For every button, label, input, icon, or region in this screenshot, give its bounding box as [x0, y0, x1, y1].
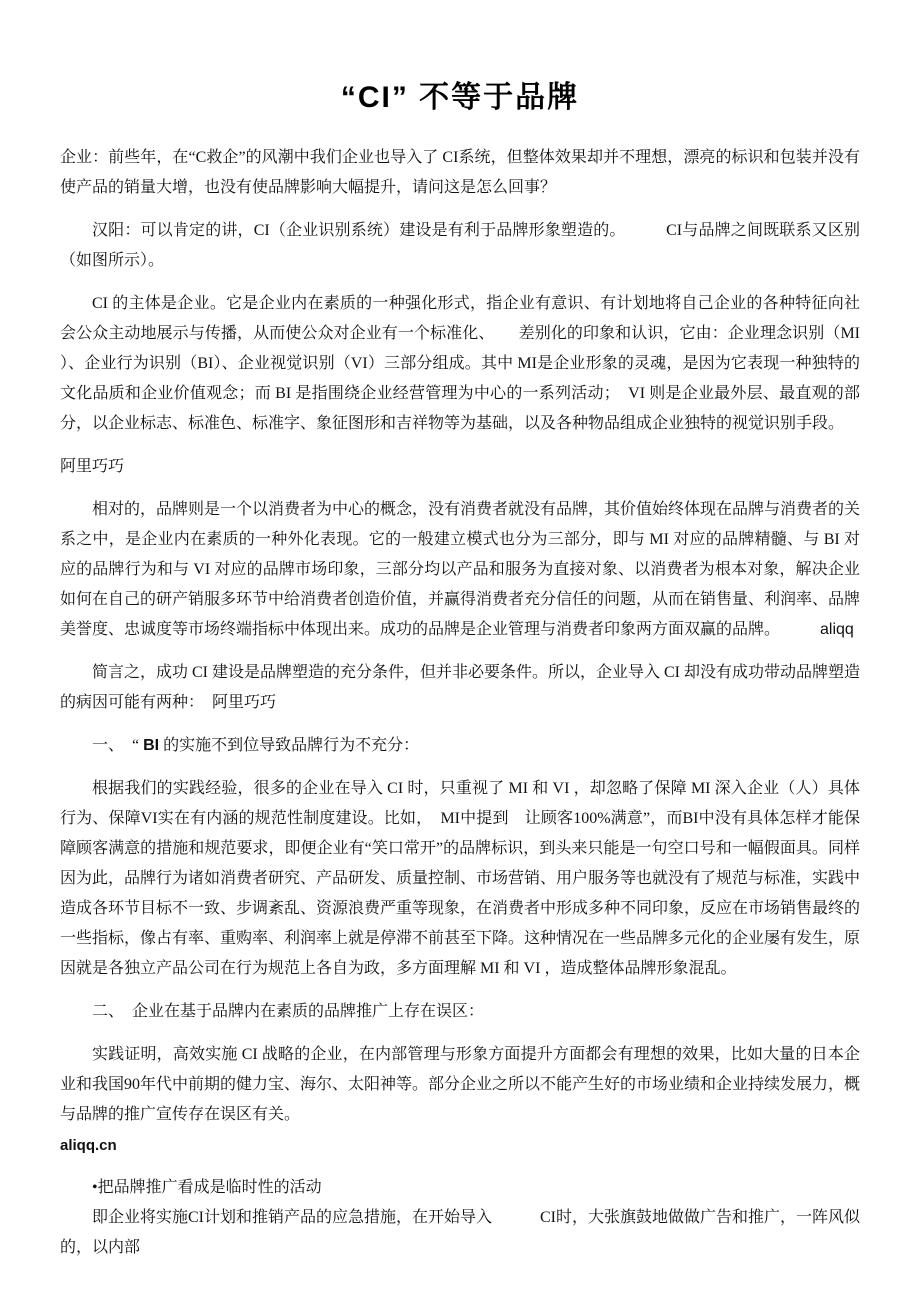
- section-one-heading-suffix: 的实施不到位导致品牌行为不充分：: [159, 737, 420, 754]
- brand-definition-paragraph: [60, 495, 860, 645]
- bullet-explanation-paragraph: 即企业将实施CI计划和推销产品的应急措施，在开始导入 CI时，大张旗鼓地做做广告和推广，一阵风似的，以内部: [60, 1209, 861, 1256]
- ci-definition-paragraph: CI 的主体是企业。它是企业内在素质的一种强化形式，指企业有意识、有计划地将自己企业的各种特征向社会公众主动地展示与传播，从而使公众对企业有一个标准化、 差别化的印象和认识，它由：企业理念识别（MI ）、企业行为识别（BI）、企业视觉识别（VI）三部分组成。其中 MI是企业形象的灵魂，是因为它表现一种独特的文化品质和企业价值观念；而 BI 是指围绕企业经营管理为中心的一系列活动； VI 则是企业最外层、最直观的部分，以企业标志、标准色、标准字、象征图形和吉祥物等为基础，以及各种物品组成企业独特的视觉识别手段。: [60, 295, 860, 432]
- section-two-body-paragraph: 实践证明，高效实施 CI 战略的企业，在内部管理与形象方面提升方面都会有理想的效果，比如大量的日本企业和我国90年代中前期的健力宝、海尔、太阳神等。部分企业之所以不能产生好的市场业绩和企业持续发展力，概与品牌的推广宣传存在误区有关。: [60, 1046, 861, 1123]
- brand-definition-text: 相对的，品牌则是一个以消费者为中心的概念，没有消费者就没有品牌，其价值始终体现在品牌与消费者的关系之中，是企业内在素质的一种外化表现。它的一般建立模式也分为三部分，即与 MI 对应的品牌精髓、与 BI 对应的品牌行为和与 VI 对应的品牌市场印象，三部分均以产品和服务为直接对象、以消费者为根本对象，解决企业如何在自己的研产销服多环节中给消费者创造价值，并赢得消费者充分信任的问题，从而在销售量、利润率、品牌美誉度、忠诚度等市场终端指标中体现出来。成功的品牌是企业管理与消费者印象两方面双赢的品牌。: [60, 501, 861, 638]
- section-one-body-paragraph: 根据我们的实践经验，很多的企业在导入 CI 时，只重视了 MI 和 VI ，却忽略了保障 MI 深入企业（人）具体行为、保障VI实在有内涵的规范性制度建设。比如， MI中提到 让顾客100%满意”，而BI中没有具体怎样才能保障顾客满意的措施和规范要求，即便企业有“笑口常开”的品牌标识，到头来只能是一句空口号和一幅假面具。同样因为此，品牌行为诸如消费者研究、产品研发、质量控制、市场营销、用户服务等也就没有了规范与标准，实践中造成各环节目标不一致、步调紊乱、资源浪费严重等现象，在消费者中形成多种不同印象，反应在市场销售最终的一些指标，像占有率、重购率、利润率上就是停滞不前甚至下降。这种情况在一些品牌多元化的企业屡有发生，原因就是各独立产品公司在行为规范上各自为政，多方面理解 MI 和 VI ，造成整体品牌形象混乱。: [60, 780, 861, 977]
- intro-question-paragraph: 企业：前些年，在“C救企”的风潮中我们企业也导入了 CI系统，但整体效果却并不理想，漂亮的标识和包装并没有使产品的销量大增，也没有使品牌影响大幅提升，请问这是怎么回事？: [60, 149, 860, 196]
- summary-paragraph: 简言之，成功 CI 建设是品牌塑造的充分条件，但并非必要条件。所以，企业导入 CI 却没有成功带动品牌塑造的病因可能有两种： 阿里巧巧: [60, 664, 861, 711]
- section-one-heading-bi: BI: [143, 737, 160, 754]
- section-one-heading: [60, 731, 860, 761]
- section-two-heading: 二、 企业在基于品牌内在素质的品牌推广上存在误区：: [92, 1003, 485, 1020]
- aliqq-inline-watermark: aliqq: [820, 621, 854, 638]
- bullet-temporary-activity-line: •把品牌推广看成是临时性的活动: [92, 1179, 322, 1196]
- hanyang-answer-paragraph: 汉阳：可以肯定的讲，CI（企业识别系统）建设是有利于品牌形象塑造的。 CI与品牌之间既联系又区别（如图所示）。: [60, 222, 860, 269]
- aliqiaoqiao-watermark: 阿里巧巧: [60, 458, 125, 475]
- document-title: “CI” 不等于品牌: [340, 81, 580, 114]
- section-one-heading-prefix: 一、 “: [92, 737, 144, 754]
- aliqq-cn-watermark: aliqq.cn: [60, 1137, 117, 1154]
